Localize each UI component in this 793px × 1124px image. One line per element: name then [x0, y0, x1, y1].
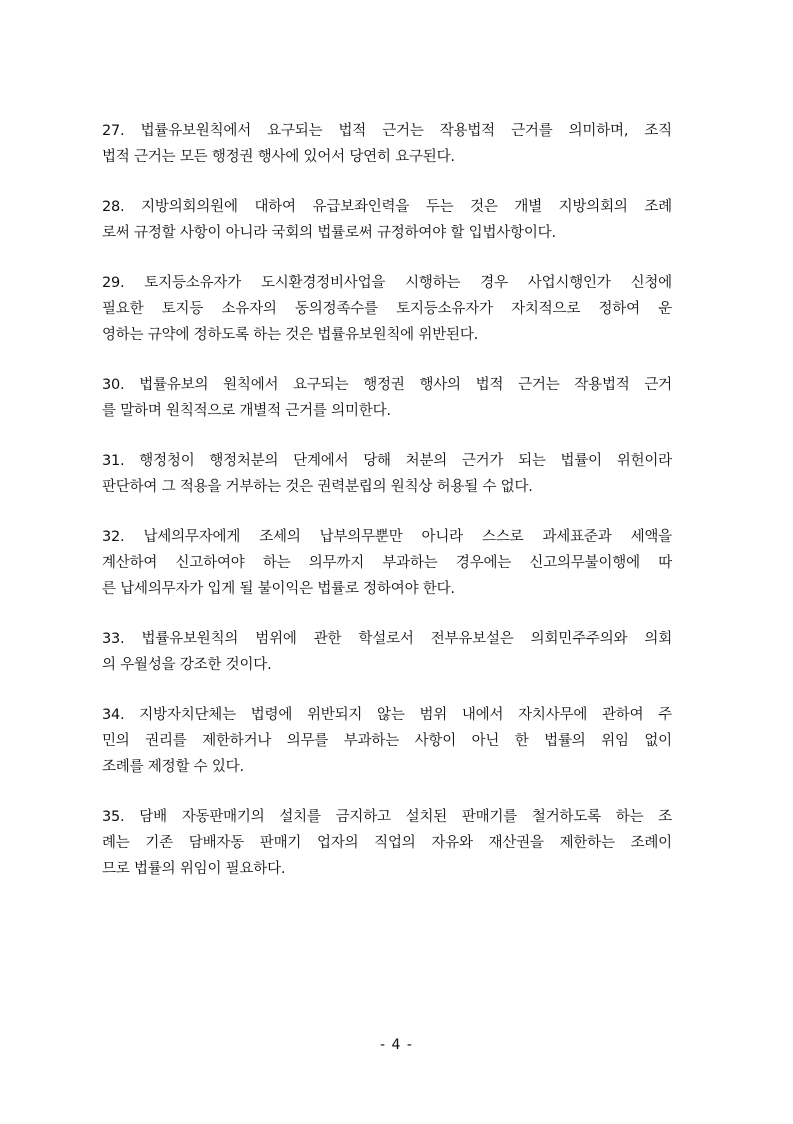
text-line: 른 납세의무자가 입게 될 불이익은 법률로 정하여야 한다.	[102, 581, 455, 597]
text-line: 32. 납세의무자에게 조세의 납부의무뿐만 아니라 스스로 과세표준과 세액을	[102, 529, 672, 545]
text-line: 법적 근거는 모든 행정권 행사에 있어서 당연히 요구된다.	[102, 149, 455, 165]
document-body	[102, 118, 672, 906]
text-line: 로써 규정할 사항이 아니라 국회의 법률로써 규정하여야 할 입법사항이다.	[102, 225, 556, 241]
page-number: - 4 -	[380, 1037, 413, 1053]
list-item-27	[102, 118, 672, 170]
text-line: 판단하여 그 적용을 거부하는 것은 권력분립의 원칙상 허용될 수 없다.	[102, 479, 533, 495]
text-line: 민의 권리를 제한하거나 의무를 부과하는 사항이 아닌 한 법률의 위임 없이	[102, 733, 672, 749]
text-line: 영하는 규약에 정하도록 하는 것은 법률유보원칙에 위반된다.	[102, 327, 479, 343]
text-line: 의 우월성을 강조한 것이다.	[102, 657, 272, 673]
list-item-35	[102, 804, 672, 882]
text-line: 례는 기존 담배자동 판매기 업자의 직업의 자유와 재산권을 제한하는 조례이	[102, 835, 672, 851]
text-line: 30. 법률유보의 원칙에서 요구되는 행정권 행사의 법적 근거는 작용법적 근거	[102, 377, 672, 393]
text-line: 므로 법률의 위임이 필요하다.	[102, 861, 286, 877]
list-item-30	[102, 372, 672, 424]
text-line: 28. 지방의회의원에 대하여 유급보좌인력을 두는 것은 개별 지방의회의 조례	[102, 199, 672, 215]
text-line: 필요한 토지등 소유자의 동의정족수를 토지등소유자가 자치적으로 정하여 운	[102, 301, 672, 317]
text-line: 29. 토지등소유자가 도시환경정비사업을 시행하는 경우 사업시행인가 신청에	[102, 275, 672, 291]
text-line: 31. 행정청이 행정처분의 단계에서 당해 처분의 근거가 되는 법률이 위헌이라	[102, 453, 672, 469]
list-item-34	[102, 702, 672, 780]
text-line: 33. 법률유보원칙의 범위에 관한 학설로서 전부유보설은 의회민주주의와 의회	[102, 631, 672, 647]
text-line: 조례를 제정할 수 있다.	[102, 759, 244, 775]
list-item-29	[102, 270, 672, 348]
text-line: 27. 법률유보원칙에서 요구되는 법적 근거는 작용법적 근거를 의미하며, 조직	[102, 123, 672, 139]
list-item-33	[102, 626, 672, 678]
text-line: 계산하여 신고하여야 하는 의무까지 부과하는 경우에는 신고의무불이행에 따	[102, 555, 672, 571]
text-line: 35. 담배 자동판매기의 설치를 금지하고 설치된 판매기를 철거하도록 하는 조	[102, 809, 672, 825]
text-line: 34. 지방자치단체는 법령에 위반되지 않는 범위 내에서 자치사무에 관하여 주	[102, 707, 672, 723]
text-line: 를 말하며 원칙적으로 개별적 근거를 의미한다.	[102, 403, 391, 419]
list-item-31	[102, 448, 672, 500]
list-item-28	[102, 194, 672, 246]
list-item-32	[102, 524, 672, 602]
